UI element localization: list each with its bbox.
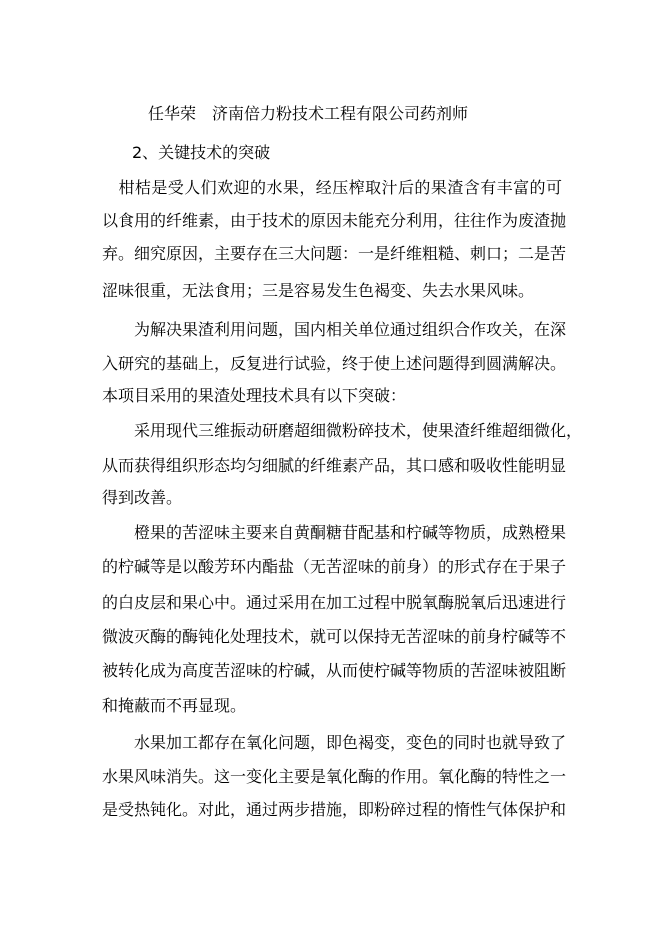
paragraph-1-line-2: 以食用的纤维素，由于技术的原因未能充分利用，往往作为废渣抛 [102,211,567,230]
paragraph-4-line-3: 的白皮层和果心中。通过采用在加工过程中脱氧酶脱氧后迅速进行 [102,593,567,612]
section-heading: 2、关键技术的突破 [132,143,271,162]
paragraph-5-line-1: 水果加工都存在氧化问题，即色褐变，变色的同时也就导致了 [102,733,567,752]
paragraph-5-line-2: 水果风味消失。这一变化主要是氧化酶的作用。氧化酶的特性之一 [102,767,567,786]
paragraph-1-line-4: 涩味很重，无法食用；三是容易发生色褐变、失去水果风味。 [102,281,535,300]
paragraph-2-line-1: 为解决果渣利用问题，国内相关单位通过组织合作攻关，在深 [102,320,567,339]
paragraph-4-line-5: 被转化成为高度苦涩味的柠碱，从而使柠碱等物质的苦涩味被阻断 [102,661,567,680]
paragraph-2-line-2: 入研究的基础上，反复进行试验，终于使上述问题得到圆满解决。 [102,354,567,373]
paragraph-1-line-1: 柑桔是受人们欢迎的水果，经压榨取汁后的果渣含有丰富的可 [102,178,562,197]
paragraph-2-line-3: 本项目采用的果渣处理技术具有以下突破： [102,386,407,405]
paragraph-3-line-1: 采用现代三维振动研磨超细微粉碎技术，使果渣纤维超细微化， [102,421,583,440]
paragraph-4-line-1: 橙果的苦涩味主要来自黄酮糖苷配基和柠碱等物质，成熟橙果 [102,523,567,542]
paragraph-5-line-3: 是受热钝化。对此，通过两步措施，即粉碎过程的惰性气体保护和 [102,800,567,819]
paragraph-4-line-6: 和掩蔽而不再显现。 [102,696,247,715]
paragraph-3-line-2: 从而获得组织形态均匀细腻的纤维素产品，其口感和吸收性能明显 [102,456,567,475]
author-byline: 任华荣 济南倍力粉技术工程有限公司药剂师 [148,104,469,123]
paragraph-3-line-3: 得到改善。 [102,488,183,507]
paragraph-4-line-4: 微波灭酶的酶钝化处理技术，就可以保持无苦涩味的前身柠碱等不 [102,627,567,646]
paragraph-4-line-2: 的柠碱等是以酸芳环内酯盐（无苦涩味的前身）的形式存在于果子 [102,557,567,576]
paragraph-1-line-3: 弃。细究原因，主要存在三大问题：一是纤维粗糙、刺口；二是苦 [102,244,567,263]
